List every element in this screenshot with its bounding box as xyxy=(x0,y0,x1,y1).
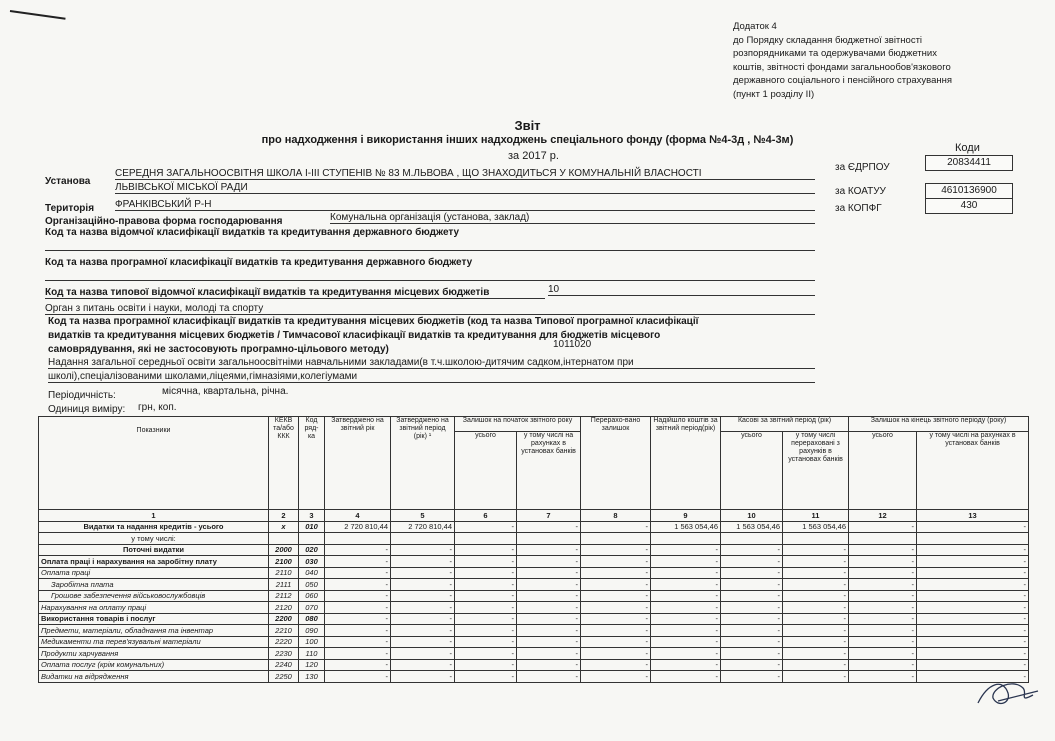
cell-value: - xyxy=(849,648,917,660)
cell-value: - xyxy=(783,579,849,591)
cell-value: - xyxy=(391,556,455,568)
cell-value: - xyxy=(721,636,783,648)
col-number: 12 xyxy=(849,510,917,522)
cell-value: - xyxy=(455,659,517,671)
row-code xyxy=(299,533,325,545)
table-row xyxy=(39,636,1029,648)
cell-value: - xyxy=(917,521,1029,533)
koatuu-code: 4610136900 xyxy=(925,183,1013,199)
row-label: Використання товарів і послуг xyxy=(39,613,269,625)
cell-value: - xyxy=(917,556,1029,568)
cell-value: - xyxy=(581,590,651,602)
cell-value: - xyxy=(391,636,455,648)
table-row xyxy=(39,579,1029,591)
cell-value: - xyxy=(517,521,581,533)
col-header: у тому числі на рахунках в установах банків xyxy=(917,432,1029,510)
col-number: 10 xyxy=(721,510,783,522)
cell-value: - xyxy=(455,613,517,625)
cell-value: - xyxy=(517,544,581,556)
row-code: 040 xyxy=(299,567,325,579)
col-header: Показники xyxy=(39,417,269,510)
row-label: Видатки на відрядження xyxy=(39,671,269,683)
cell-value: - xyxy=(581,648,651,660)
row-code: 2110 xyxy=(269,567,299,579)
col-number: 13 xyxy=(917,510,1029,522)
cell-value: 2 720 810,44 xyxy=(325,521,391,533)
cell-value: - xyxy=(917,636,1029,648)
row-code: 050 xyxy=(299,579,325,591)
cell-value: - xyxy=(917,567,1029,579)
cell-value xyxy=(391,533,455,545)
cell-value: - xyxy=(455,636,517,648)
typova-code: 10 xyxy=(548,284,815,296)
cell-value: - xyxy=(391,659,455,671)
cell-value: - xyxy=(517,567,581,579)
cell-value: - xyxy=(721,579,783,591)
cell-value: - xyxy=(721,544,783,556)
row-code: 2000 xyxy=(269,544,299,556)
cell-value: - xyxy=(455,590,517,602)
col-header: Касові за звітний період (рік) xyxy=(721,417,849,432)
cell-value: - xyxy=(849,521,917,533)
report-year: за 2017 р. xyxy=(508,150,559,162)
cell-value: - xyxy=(581,602,651,614)
col-number-row xyxy=(39,510,1029,522)
row-label: Медикаменти та перев'язувальні матеріали xyxy=(39,636,269,648)
row-label: Грошове забезпечення військовослужбовців xyxy=(39,590,269,602)
table-row xyxy=(39,533,1029,545)
cell-value: - xyxy=(581,556,651,568)
cell-value xyxy=(849,533,917,545)
col-header: Затверджено на звітний рік xyxy=(325,417,391,510)
cell-value: - xyxy=(581,659,651,671)
terytoria-value: ФРАНКІВСЬКИЙ Р-Н xyxy=(115,199,815,211)
col-header: Залишок на початок звітного року xyxy=(455,417,581,432)
prog-code: 1011020 xyxy=(553,339,592,350)
cell-value: - xyxy=(517,636,581,648)
col-header: у тому числі перераховані з рахунків в установах банків xyxy=(783,432,849,510)
cell-value: - xyxy=(651,590,721,602)
row-code: 020 xyxy=(299,544,325,556)
row-code: 070 xyxy=(299,602,325,614)
col-number: 4 xyxy=(325,510,391,522)
row-code: 120 xyxy=(299,659,325,671)
row-code: 2100 xyxy=(269,556,299,568)
cell-value: - xyxy=(391,625,455,637)
cell-value: - xyxy=(581,613,651,625)
row-code: 2210 xyxy=(269,625,299,637)
cell-value: - xyxy=(917,671,1029,683)
row-code: x xyxy=(269,521,299,533)
cell-value: - xyxy=(517,556,581,568)
col-number: 8 xyxy=(581,510,651,522)
cell-value: 1 563 054,46 xyxy=(783,521,849,533)
col-number: 5 xyxy=(391,510,455,522)
report-table xyxy=(38,416,1029,683)
cell-value: - xyxy=(721,648,783,660)
cell-value: - xyxy=(783,544,849,556)
cell-value: - xyxy=(849,567,917,579)
row-code: 2120 xyxy=(269,602,299,614)
header-note-line: до Порядку складання бюджетної звітності xyxy=(733,34,923,46)
cell-value: - xyxy=(581,636,651,648)
col-number: 6 xyxy=(455,510,517,522)
cell-value: - xyxy=(391,579,455,591)
cell-value: - xyxy=(651,556,721,568)
cell-value: - xyxy=(849,556,917,568)
row-label: Оплата послуг (крім комунальних) xyxy=(39,659,269,671)
cell-value: - xyxy=(651,625,721,637)
cell-value: - xyxy=(849,544,917,556)
row-code: 2220 xyxy=(269,636,299,648)
cell-value: - xyxy=(581,521,651,533)
cell-value: - xyxy=(783,648,849,660)
row-label: Нарахування на оплату праці xyxy=(39,602,269,614)
cell-value xyxy=(721,533,783,545)
cell-value: - xyxy=(849,579,917,591)
cell-value: - xyxy=(651,636,721,648)
cell-value: 1 563 054,46 xyxy=(721,521,783,533)
cell-value: - xyxy=(455,521,517,533)
opf-label: Організаційно-правова форма господарювання xyxy=(45,216,283,227)
row-code: 090 xyxy=(299,625,325,637)
cell-value: - xyxy=(325,659,391,671)
unit-label: Одиниця виміру: xyxy=(48,404,126,415)
cell-value: - xyxy=(721,590,783,602)
table-row xyxy=(39,648,1029,660)
cell-value: - xyxy=(581,544,651,556)
opf-value: Комунальна організація (установа, заклад) xyxy=(330,212,815,224)
cell-value: - xyxy=(783,590,849,602)
row-label: Предмети, матеріали, обладнання та інвентар xyxy=(39,625,269,637)
cell-value: - xyxy=(651,671,721,683)
periodicity-value: місячна, квартальна, річна. xyxy=(162,386,289,397)
cell-value: - xyxy=(581,625,651,637)
col-number: 1 xyxy=(39,510,269,522)
header-note-line: державного соціального і пенсійного страхування xyxy=(733,75,953,86)
row-code: 130 xyxy=(299,671,325,683)
cell-value: - xyxy=(455,625,517,637)
cell-value: - xyxy=(581,671,651,683)
cell-value: - xyxy=(849,613,917,625)
cell-value: - xyxy=(917,625,1029,637)
cell-value: - xyxy=(517,613,581,625)
col-header: Залишок на кінець звітного періоду (року) xyxy=(849,417,1029,432)
cell-value: - xyxy=(849,671,917,683)
col-number: 2 xyxy=(269,510,299,522)
cell-value: - xyxy=(721,613,783,625)
cell-value: - xyxy=(325,556,391,568)
row-code: 010 xyxy=(299,521,325,533)
cell-value: - xyxy=(917,613,1029,625)
prog-local-line2: видатків та кредитування місцевих бюджетів / Тимчасової класифікації видатків та кредитування для бюджетів місцевого xyxy=(48,330,661,341)
cell-value: - xyxy=(391,602,455,614)
cell-value: - xyxy=(651,659,721,671)
header-note-line: коштів, звітності фондами загальнообов'язкового xyxy=(733,61,951,73)
report-title: Звіт xyxy=(514,118,541,133)
cell-value: - xyxy=(455,602,517,614)
cell-value: - xyxy=(517,648,581,660)
table-row xyxy=(39,590,1029,602)
table-row xyxy=(39,625,1029,637)
cell-value: - xyxy=(455,648,517,660)
prog-local-line3: самоврядування, які не застосовують програмно-цільового методу) xyxy=(48,344,389,355)
cell-value: - xyxy=(917,659,1029,671)
cell-value: - xyxy=(517,671,581,683)
row-code: 080 xyxy=(299,613,325,625)
cell-value: - xyxy=(783,636,849,648)
cell-value: - xyxy=(721,556,783,568)
cell-value: - xyxy=(917,579,1029,591)
cell-value: - xyxy=(917,544,1029,556)
report-subtitle: про надходження і використання інших надходжень спеціального фонду (форма №4-3д , №4-3м) xyxy=(261,134,794,146)
col-header: Надійшло коштів за звітний період(рік) xyxy=(651,417,721,510)
cell-value: - xyxy=(917,648,1029,660)
cell-value: - xyxy=(721,659,783,671)
cell-value: - xyxy=(721,671,783,683)
col-number: 7 xyxy=(517,510,581,522)
edrpou-label: за ЄДРПОУ xyxy=(835,162,890,173)
cell-value: - xyxy=(391,648,455,660)
col-number: 9 xyxy=(651,510,721,522)
table-row xyxy=(39,613,1029,625)
terytoria-label: Територія xyxy=(45,203,95,214)
corner-mark xyxy=(10,10,66,20)
row-label: Поточні видатки xyxy=(39,544,269,556)
row-code: 2230 xyxy=(269,648,299,660)
signature-icon xyxy=(973,673,1043,713)
cell-value: - xyxy=(917,590,1029,602)
col-header: Перерахо-вано залишок xyxy=(581,417,651,510)
cell-value: 2 720 810,44 xyxy=(391,521,455,533)
nadannya-line1: Надання загальної середньої освіти загальноосвітніми навчальними закладами(в т.ч.школою-дитячим садком,інтернатом при xyxy=(48,357,815,369)
cell-value: - xyxy=(391,544,455,556)
cell-value: - xyxy=(325,613,391,625)
row-code: 060 xyxy=(299,590,325,602)
cell-value: - xyxy=(517,625,581,637)
cell-value: - xyxy=(325,567,391,579)
header-note xyxy=(733,20,1033,101)
cell-value: - xyxy=(325,544,391,556)
cell-value xyxy=(783,533,849,545)
cell-value: - xyxy=(325,671,391,683)
col-header: Код ряд-ка xyxy=(299,417,325,510)
cell-value: - xyxy=(849,590,917,602)
unit-value: грн, коп. xyxy=(138,402,177,413)
cell-value: - xyxy=(917,602,1029,614)
cell-value: - xyxy=(783,567,849,579)
table-row xyxy=(39,659,1029,671)
cell-value: - xyxy=(391,671,455,683)
cell-value: - xyxy=(651,567,721,579)
cell-value xyxy=(651,533,721,545)
cell-value: - xyxy=(517,602,581,614)
cell-value: - xyxy=(581,579,651,591)
cell-value: - xyxy=(325,625,391,637)
header-note-line: Додаток 4 xyxy=(733,21,777,32)
row-label: Продукти харчування xyxy=(39,648,269,660)
col-header: усього xyxy=(455,432,517,510)
cell-value: - xyxy=(455,556,517,568)
table-header-row xyxy=(39,417,1029,432)
cell-value: - xyxy=(325,648,391,660)
cell-value: - xyxy=(783,625,849,637)
cell-value: - xyxy=(783,613,849,625)
koatuu-label: за КОАТУУ xyxy=(835,186,886,197)
prog-local-line1: Код та назва програмної класифікації видатків та кредитування місцевих бюджетів (код та назва Типової програмної класифікації xyxy=(48,316,699,327)
row-label: Заробітна плата xyxy=(39,579,269,591)
cell-value: 1 563 054,46 xyxy=(651,521,721,533)
cell-value: - xyxy=(651,544,721,556)
programna-label: Код та назва програмної класифікації видатків та кредитування державного бюджету xyxy=(45,257,815,281)
cell-value: - xyxy=(391,613,455,625)
table-row xyxy=(39,556,1029,568)
row-code: 2111 xyxy=(269,579,299,591)
ustanova-label: Установа xyxy=(45,176,91,187)
periodicity-label: Періодичність: xyxy=(48,390,116,401)
cell-value: - xyxy=(651,602,721,614)
header-note-line: (пункт 1 розділу ІІ) xyxy=(733,88,815,100)
cell-value: - xyxy=(517,590,581,602)
vidomcha-label: Код та назва відомчої класифікації видатків та кредитування державного бюджету xyxy=(45,227,815,251)
table-row xyxy=(39,567,1029,579)
cell-value: - xyxy=(581,567,651,579)
cell-value: - xyxy=(849,625,917,637)
cell-value xyxy=(917,533,1029,545)
kopfg-code: 430 xyxy=(925,198,1013,214)
ustanova-line1: СЕРЕДНЯ ЗАГАЛЬНООСВІТНЯ ШКОЛА І-ІІІ СТУПЕНІВ № 83 М.ЛЬВОВА , ЩО ЗНАХОДИТЬСЯ У КОМУНАЛЬНІЙ ВЛАСНОСТІ xyxy=(115,168,815,180)
nadannya-line2: школі),спеціалізованими школами,ліцеями,гімназіями,колегіумами xyxy=(48,371,815,383)
cell-value: - xyxy=(783,659,849,671)
cell-value: - xyxy=(721,567,783,579)
cell-value: - xyxy=(783,602,849,614)
row-code: 110 xyxy=(299,648,325,660)
cell-value: - xyxy=(517,579,581,591)
cell-value: - xyxy=(849,602,917,614)
organ-value: Орган з питань освіти і науки, молоді та спорту xyxy=(45,303,815,315)
cell-value: - xyxy=(783,556,849,568)
cell-value: - xyxy=(721,602,783,614)
col-number: 11 xyxy=(783,510,849,522)
cell-value xyxy=(325,533,391,545)
cell-value: - xyxy=(721,625,783,637)
col-header: Затверджено на звітний період (рік) ¹ xyxy=(391,417,455,510)
codes-heading: Коди xyxy=(955,142,980,154)
row-code xyxy=(269,533,299,545)
cell-value: - xyxy=(517,659,581,671)
cell-value: - xyxy=(325,590,391,602)
row-label: у тому числі: xyxy=(39,533,269,545)
cell-value: - xyxy=(651,613,721,625)
cell-value: - xyxy=(651,579,721,591)
table-row xyxy=(39,671,1029,683)
row-label: Оплата праці xyxy=(39,567,269,579)
cell-value: - xyxy=(391,567,455,579)
row-code: 2200 xyxy=(269,613,299,625)
cell-value: - xyxy=(455,671,517,683)
ustanova-line2: ЛЬВІВСЬКОЇ МІСЬКОЇ РАДИ xyxy=(115,182,815,194)
cell-value: - xyxy=(849,636,917,648)
col-number: 3 xyxy=(299,510,325,522)
cell-value: - xyxy=(391,590,455,602)
row-code: 030 xyxy=(299,556,325,568)
cell-value xyxy=(455,533,517,545)
cell-value xyxy=(517,533,581,545)
cell-value: - xyxy=(455,544,517,556)
table-row xyxy=(39,602,1029,614)
row-label: Оплата праці і нарахування на заробітну плату xyxy=(39,556,269,568)
kopfg-label: за КОПФГ xyxy=(835,203,882,214)
col-header: усього xyxy=(721,432,783,510)
cell-value: - xyxy=(849,659,917,671)
row-label: Видатки та надання кредитів - усього xyxy=(39,521,269,533)
row-code: 100 xyxy=(299,636,325,648)
col-header: КЕКВ та/або ККК xyxy=(269,417,299,510)
cell-value: - xyxy=(325,636,391,648)
col-header: у тому числі на рахунках в установах банків xyxy=(517,432,581,510)
col-header: усього xyxy=(849,432,917,510)
cell-value: - xyxy=(325,579,391,591)
row-code: 2250 xyxy=(269,671,299,683)
table-row xyxy=(39,544,1029,556)
typova-label: Код та назва типової відомчої класифікації видатків та кредитування місцевих бюджетів xyxy=(45,287,545,299)
row-code: 2112 xyxy=(269,590,299,602)
cell-value: - xyxy=(651,648,721,660)
cell-value: - xyxy=(455,567,517,579)
cell-value: - xyxy=(325,602,391,614)
cell-value: - xyxy=(783,671,849,683)
header-note-line: розпорядниками та одержувачами бюджетних xyxy=(733,48,937,59)
cell-value: - xyxy=(455,579,517,591)
edrpou-code: 20834411 xyxy=(925,155,1013,171)
table-row xyxy=(39,521,1029,533)
cell-value xyxy=(581,533,651,545)
row-code: 2240 xyxy=(269,659,299,671)
